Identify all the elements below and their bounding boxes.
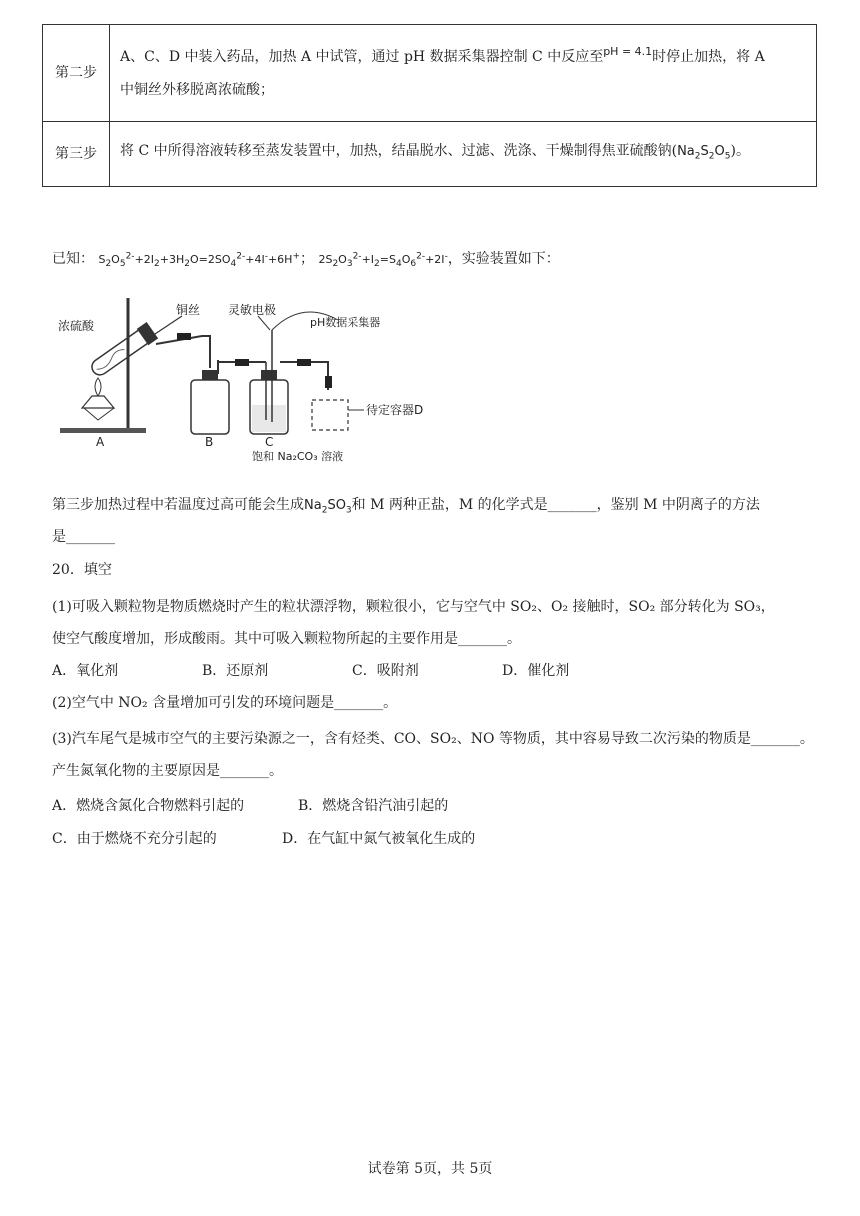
q20-p3-line1: (3)汽车尾气是城市空气的主要污染源之一，含有烃类、CO、SO₂、NO 等物质，其中容易导致二次污染的物质是_______。	[52, 731, 814, 747]
step-content	[110, 122, 817, 187]
q20-title: 20．填空	[52, 562, 112, 578]
step-label: 第三步	[43, 122, 110, 187]
apparatus-diagram	[52, 290, 432, 465]
label-copper-wire: 铜丝	[176, 303, 201, 317]
formula-na2so3: $Na_2SO_3$	[304, 498, 352, 516]
q20-p3-options-row2	[52, 828, 475, 848]
step-text: 中铜丝外移脱离浓硫酸；	[120, 81, 274, 98]
step-label: 第二步	[43, 25, 110, 122]
tube-cd	[280, 362, 328, 390]
option: A．氧化剂	[52, 663, 119, 679]
option: D．在气缸中氮气被氧化生成的	[282, 831, 476, 847]
q20-p1-options	[52, 660, 569, 680]
q19-line2: 是_______	[52, 529, 115, 545]
label-b: B	[205, 435, 214, 449]
step-text: 时停止加热，将 A	[652, 48, 765, 65]
q20-p1-line1: (1)可吸入颗粒物是物质燃烧时产生的粒状漂浮物，颗粒很小，它与空气中 SO₂、O₂ 接触时，SO₂ 部分转化为 SO₃，	[52, 599, 775, 615]
page-footer: 试卷第 5页，共 5页	[367, 1161, 493, 1177]
q19-line1: 第三步加热过程中若温度过高可能会生成$Na_2SO_3$和 M 两种正盐，M 的化学式是_______，鉴别 M 中阴离子的方法	[52, 497, 760, 516]
step-text: )。	[730, 143, 750, 160]
label-container-d: 待定容器D	[366, 403, 424, 417]
option: B．还原剂	[202, 663, 269, 679]
known-equations	[52, 248, 560, 269]
stand-base	[60, 428, 146, 433]
step-text: 将 C 中所得溶液转移至蒸发装置中，加热，结晶脱水、过滤、洗涤、干燥制得焦亚硫酸钠(	[120, 143, 678, 160]
formula-na2s2o5: $Na_2S_2O_5$	[677, 144, 731, 162]
q20-p2: (2)空气中 NO₂ 含量增加可引发的环境问题是_______。	[52, 695, 398, 711]
q20-p3-options-row1	[52, 795, 448, 815]
option: C．吸附剂	[352, 663, 419, 679]
solution-level	[252, 405, 286, 432]
label-c: C	[265, 435, 274, 449]
label-a: A	[96, 435, 105, 449]
step-content	[110, 25, 817, 122]
container-d	[312, 400, 348, 430]
tube-ab	[156, 336, 210, 368]
step-text: A、C、D 中装入药品，加热 A 中试管，通过 pH 数据采集器控制 C 中反应至	[120, 48, 604, 65]
q20-p3-line2: 产生氮氧化物的主要原因是_______。	[52, 763, 283, 779]
flame-icon	[95, 378, 101, 396]
step-row-3	[43, 122, 817, 187]
option: D．催化剂	[502, 663, 570, 679]
bottle-b	[191, 380, 229, 434]
test-tube-a	[88, 322, 158, 380]
ph-value: pH = 4.1	[603, 44, 653, 58]
option: C．由于燃烧不充分引起的	[52, 831, 217, 847]
step-row-2	[43, 25, 817, 122]
separator: ；	[300, 251, 314, 267]
burner	[82, 396, 114, 408]
label-conc-acid: 浓硫酸	[58, 319, 95, 333]
equation-2: $2S_2O_3^{2-}+I_2=S_4O_6^{2-}+2I^-$	[318, 251, 448, 270]
q20-p1-line2: 使空气酸度增加，形成酸雨。其中可吸入颗粒物所起的主要作用是_______。	[52, 631, 521, 647]
label-ph-collector: pH数据采集器	[310, 316, 381, 329]
label-electrode: 灵敏电极	[228, 303, 277, 317]
known-prefix: 已知：	[52, 251, 94, 267]
known-suffix: ，实验装置如下：	[447, 251, 560, 267]
equation-1: $S_2O_5^{2-}+2I_2+3H_2O=2SO_4^{2-}+4I^-+6H^+$	[98, 251, 300, 270]
label-solution: 饱和 Na₂CO₃ 溶液	[252, 450, 344, 463]
option: A．燃烧含氮化合物燃料引起的	[52, 798, 245, 814]
option: B．燃烧含铅汽油引起的	[298, 798, 449, 814]
steps-table	[42, 24, 817, 187]
